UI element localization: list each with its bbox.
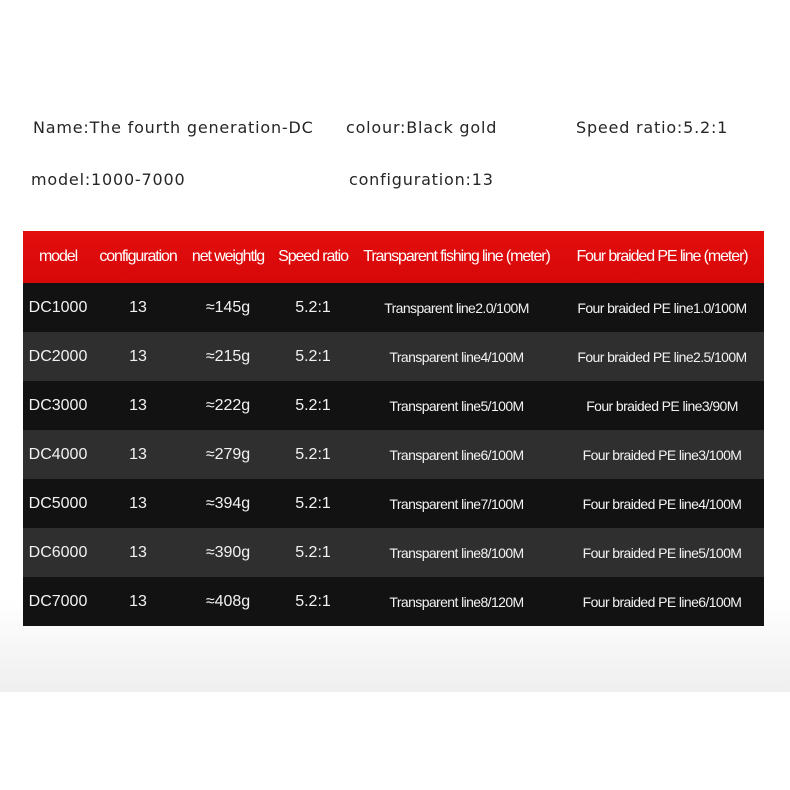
cell-transparent-line: Transparent line2.0/100M: [384, 299, 529, 316]
cell-configuration: 13: [129, 298, 147, 316]
cell-model: DC3000: [28, 396, 88, 414]
cell-speed-ratio: 5.2:1: [295, 396, 331, 414]
cell-configuration: 13: [129, 592, 147, 610]
cell-model: DC5000: [28, 494, 88, 512]
table-row: [23, 283, 764, 332]
cell-transparent-line: Transparent line8/120M: [389, 593, 524, 610]
product-model-range: model:1000-7000: [31, 170, 186, 189]
cell-speed-ratio: 5.2:1: [295, 445, 331, 463]
cell-model: DC1000: [28, 298, 88, 316]
cell-model: DC6000: [28, 543, 88, 561]
cell-speed-ratio: 5.2:1: [295, 592, 331, 610]
table-row: [23, 332, 764, 381]
cell-model: DC2000: [28, 347, 88, 365]
product-speed-ratio: Speed ratio:5.2:1: [576, 118, 729, 137]
cell-transparent-line: Transparent line5/100M: [389, 397, 524, 414]
cell-net-weight: ≈408g: [205, 592, 251, 610]
cell-braided-line: Four braided PE line5/100M: [582, 544, 742, 561]
cell-speed-ratio: 5.2:1: [295, 347, 331, 365]
cell-configuration: 13: [129, 494, 147, 512]
column-header-transparent-line: Transparent fishing line (meter): [363, 248, 550, 265]
table-row: [23, 479, 764, 528]
table-body: [23, 283, 764, 626]
cell-net-weight: ≈222g: [205, 396, 251, 414]
table-row: [23, 381, 764, 430]
cell-net-weight: ≈215g: [205, 347, 251, 365]
cell-transparent-line: Transparent line7/100M: [389, 495, 524, 512]
cell-net-weight: ≈390g: [205, 543, 251, 561]
table-row: [23, 577, 764, 626]
cell-speed-ratio: 5.2:1: [295, 298, 331, 316]
cell-configuration: 13: [129, 543, 147, 561]
product-configuration: configuration:13: [349, 170, 494, 189]
table-row: [23, 430, 764, 479]
cell-speed-ratio: 5.2:1: [295, 543, 331, 561]
column-header-configuration: configuration: [99, 248, 177, 265]
cell-configuration: 13: [129, 396, 147, 414]
cell-net-weight: ≈145g: [205, 298, 251, 316]
product-colour: colour:Black gold: [346, 118, 498, 137]
cell-braided-line: Four braided PE line6/100M: [582, 593, 742, 610]
product-name: Name:The fourth generation-DC: [33, 118, 314, 137]
cell-model: DC4000: [28, 445, 88, 463]
cell-transparent-line: Transparent line8/100M: [389, 544, 524, 561]
table-row: [23, 528, 764, 577]
cell-braided-line: Four braided PE line2.5/100M: [577, 348, 747, 365]
cell-braided-line: Four braided PE line1.0/100M: [577, 299, 747, 316]
cell-speed-ratio: 5.2:1: [295, 494, 331, 512]
cell-net-weight: ≈394g: [205, 494, 251, 512]
table-header-row: [23, 231, 764, 283]
cell-configuration: 13: [129, 347, 147, 365]
column-header-net-weight: net weightlg: [191, 248, 265, 265]
cell-model: DC7000: [28, 592, 88, 610]
cell-braided-line: Four braided PE line4/100M: [582, 495, 742, 512]
page-footer-space: [0, 692, 790, 790]
cell-braided-line: Four braided PE line3/90M: [586, 397, 738, 414]
column-header-braided-line: Four braided PE line (meter): [576, 248, 748, 265]
spec-table: [23, 231, 764, 626]
column-header-model: model: [38, 248, 78, 265]
cell-braided-line: Four braided PE line3/100M: [582, 446, 742, 463]
cell-transparent-line: Transparent line4/100M: [389, 348, 524, 365]
column-header-speed-ratio: Speed ratio: [278, 248, 348, 265]
cell-net-weight: ≈279g: [205, 445, 251, 463]
cell-configuration: 13: [129, 445, 147, 463]
cell-transparent-line: Transparent line6/100M: [389, 446, 524, 463]
